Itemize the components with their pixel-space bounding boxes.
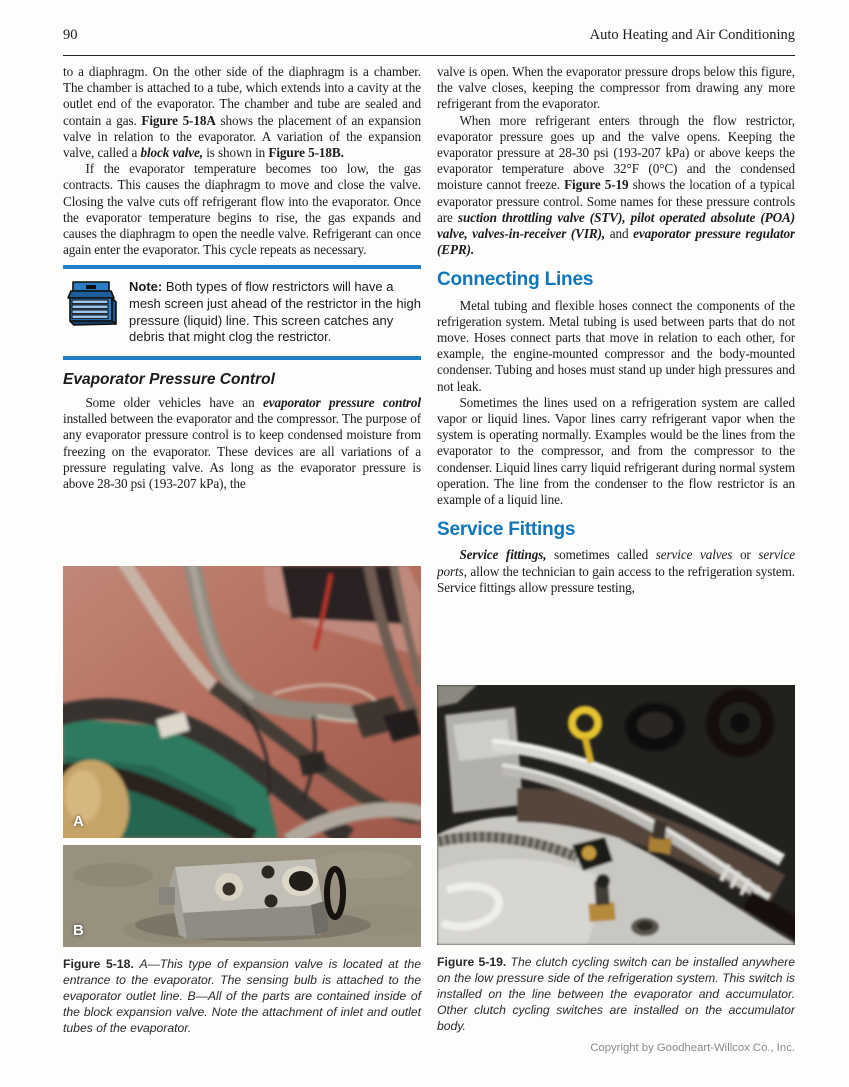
block-valve-photo-b <box>63 845 421 947</box>
paragraph-diaphragm: to a diaphragm. On the other side of the diaphragm is a chamber. The chamber is attached to a tube, which extends into a cavity at the outlet end of the evaporator. The chamber and tube are sealed and contain a gas. Figure 5-18A shows the placement of an expansion valve in relation to the evaporator. A variation of the expansion valve, called a block valve, is shown in Figure 5-18B. <box>63 64 421 161</box>
heading-service-fittings: Service Fittings <box>437 519 576 541</box>
subheading-evaporator-pressure-control: Evaporator Pressure Control <box>63 370 275 388</box>
figure-5-18b-photo <box>63 845 421 947</box>
figure-label-a: A <box>73 813 84 830</box>
right-column <box>437 64 795 682</box>
heading-connecting-lines: Connecting Lines <box>437 269 594 291</box>
paragraph-more-refrigerant: When more refrigerant enters through the flow restrictor, evaporator pressure goes up and the valve opens. Keeping the evaporator pressure at 28-30 psi (193-207 kPa) or above keeps the evaporator temperature above 32°F (0°C) and the condensed moisture cannot freeze. Figure 5-19 shows the location of a typical evaporator pressure control. Some names for these pressure controls are suction throttling valve (STV), pilot operated absolute (POA) valve, valves-in-receiver (VIR), and evaporator pressure regulator (EPR). <box>437 112 795 258</box>
figure-5-19-caption: Figure 5-19. The clutch cycling switch can be installed anywhere on the low pressure side of the refrigeration system. This switch is installed on the line between the evaporator and accumulator. Other clutch cycling switches are installed on the accumulator body. <box>437 955 796 1034</box>
figure-5-19-photo <box>437 685 795 945</box>
left-column <box>63 64 421 560</box>
page-number: 90 <box>63 27 78 43</box>
paragraph-metal-tubing: Metal tubing and flexible hoses connect the components of the refrigeration system. Metal tubing is used between parts that do not move. Hoses connect parts that move in relation to each other, for example, the engine-mounted compressor and the body-mounted condenser. Tubing and hoses must stand up under high pressures and not leak. <box>437 297 795 394</box>
paragraph-valve-open: valve is open. When the evaporator pressure drops below this figure, the valve closes, keeping the compressor from drawing any more refrigerant from the evaporator. <box>437 64 795 112</box>
copyright-line: Copyright by Goodheart-Willcox Co., Inc. <box>590 1042 795 1054</box>
paragraph-evaporator-temperature: If the evaporator temperature becomes too low, the gas contracts. This causes the diaphragm to move and close the valve. Closing the valve cuts off refrigerant flow into the evaporator. Once the evaporator temperature begins to rise, the gas expands and causes the diaphragm to open the needle valve. Refrigerant can once again enter the evaporator. This cycle repeats as necessary. <box>63 161 421 258</box>
note-box <box>63 265 421 359</box>
clutch-cycling-switch-photo <box>437 685 795 945</box>
figure-5-18a-photo <box>63 566 421 838</box>
paragraph-vapor-liquid-lines: Sometimes the lines used on a refrigeration system are called vapor or liquid lines. Vapor lines carry refrigerant vapor when the system is operating normally. Examples would be the lines from the evaporator to the compressor, and from the compressor to the condenser. Liquid lines carry liquid refrigerant during normal system operation. The line from the condenser to the flow restrictor is an example of a liquid line. <box>437 394 795 508</box>
note-text: Note: Both types of flow restrictors will have a mesh screen just ahead of the restrictor in the high pressure (liquid) line. This screen catches any debris that might clog the restrictor. <box>129 279 421 345</box>
figure-label-b: B <box>73 922 84 939</box>
engine-bay-photo-a <box>63 566 421 838</box>
running-head: Auto Heating and Air Conditioning <box>589 27 795 43</box>
paragraph-older-vehicles: Some older vehicles have an evaporator pressure control installed between the evaporator and the compressor. The purpose of any evaporator pressure control is to keep condensed moisture from freezing on the evaporator. These devices are all variations of a pressure regulating valve. As long as the evaporator pressure is above 28-30 psi (193-207 kPa), the <box>63 395 421 492</box>
header-rule <box>63 55 795 56</box>
paragraph-service-fittings: Service fittings, sometimes called service valves or service ports, allow the technician to gain access to the refrigeration system. Service fittings allow pressure testing, <box>437 547 795 595</box>
toolbox-icon <box>63 279 117 329</box>
figure-5-18-caption: Figure 5-18. A—This type of expansion valve is located at the entrance to the evaporator. The sensing bulb is attached to the evaporator outlet line. B—All of the parts are contained inside of the block expansion valve. Note the attachment of inlet and outlet tubes of the evaporator. <box>63 957 421 1036</box>
